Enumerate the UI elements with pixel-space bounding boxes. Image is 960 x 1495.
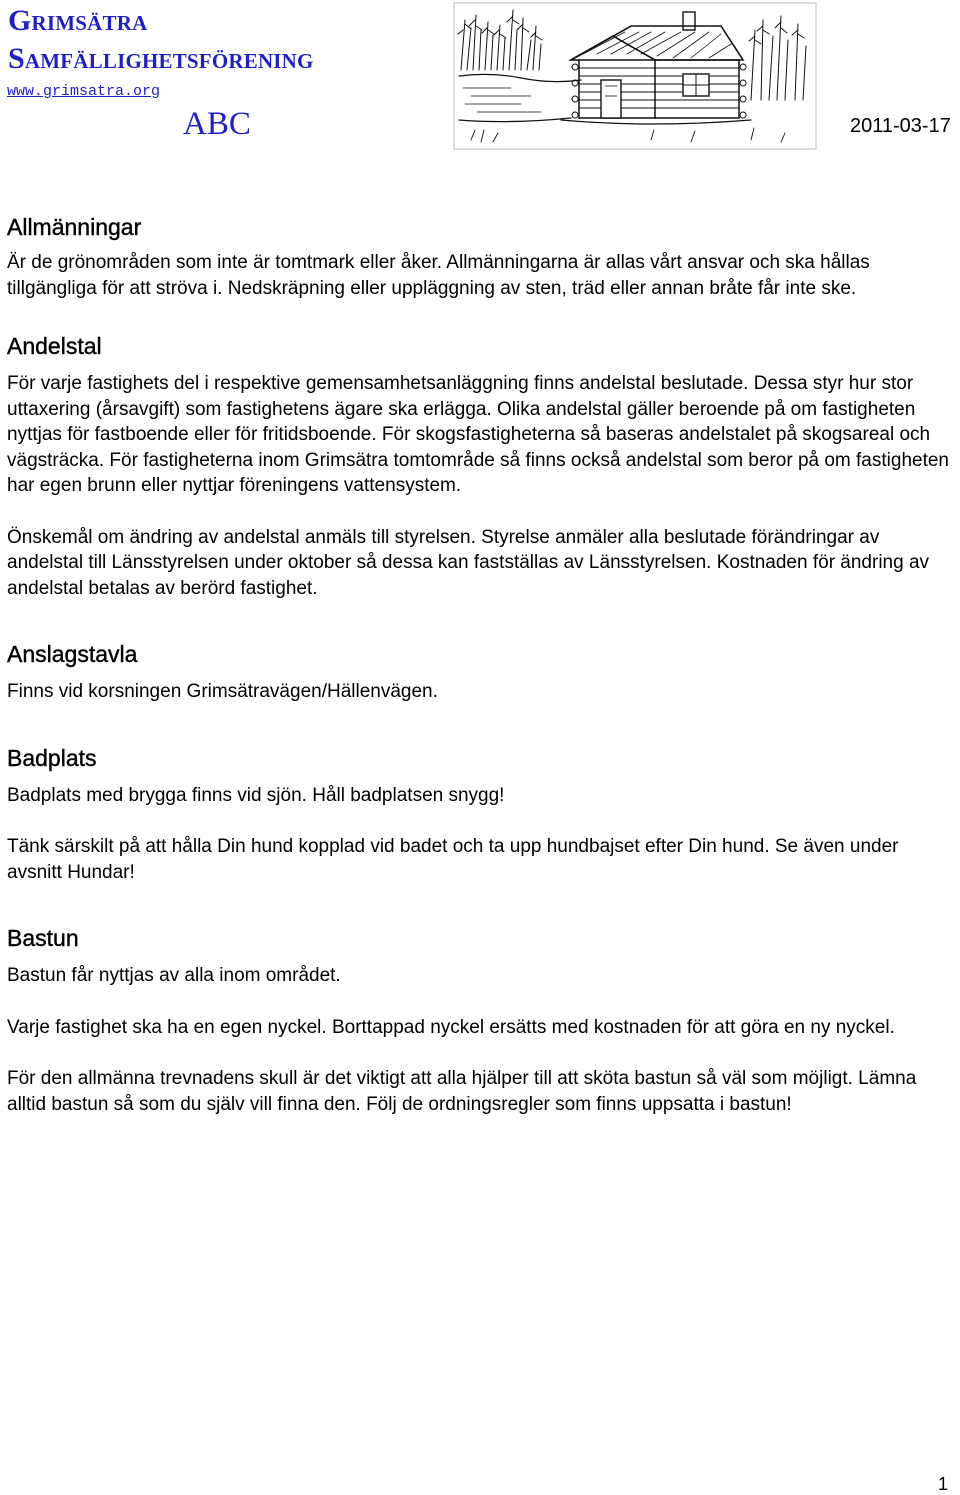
paragraph: Varje fastighet ska ha en egen nyckel. Borttappad nyckel ersätts med kostnaden för att göra en ny nyckel. xyxy=(7,1016,895,1038)
page-number: 1 xyxy=(938,1474,949,1494)
organization-name-line1: Grimsätra xyxy=(8,4,148,37)
website-link[interactable]: www.grimsatra.org xyxy=(7,83,161,100)
section-heading: Andelstal xyxy=(7,333,102,359)
paragraph: Finns vid korsningen Grimsätravägen/Hällenvägen. xyxy=(7,681,438,702)
paragraph: Badplats med brygga finns vid sjön. Håll badplatsen snygg! xyxy=(7,784,505,806)
paragraph: Är de grönområden som inte är tomtmark eller åker. Allmänningarna är allas vårt ansvar och ska hållas tillgängliga för att ströva i. Nedskräpning eller uppläggning av sten, träd eller annan bråte får inte ske. xyxy=(7,252,870,299)
organization-name xyxy=(8,2,314,78)
paragraph: För den allmänna trevnadens skull är det viktigt att alla hjälper till att sköta bastun så väl som möjligt. Lämna alltid bastun så som du själv vill finna den. Följ de ordningsregler som finns uppsatta i bastun! xyxy=(7,1068,917,1115)
document-date: 2011-03-17 xyxy=(850,115,951,137)
section-heading: Allmänningar xyxy=(7,214,142,240)
section-badplats xyxy=(7,741,952,886)
section-anslagstavla xyxy=(7,637,952,705)
paragraph: För varje fastighets del i respektive gemensamhetsanläggning finns andelstal beslutade. Dessa styr hur stor uttaxering (årsavgift) som fastighetens ägare ska erlägga. Olika andelstal gäller beroende på om fastigheten nyttjas för fastboende eller för fritidsboende. För skogsfastigheterna så baseras andelstalet på skogsareal och vägsträcka. För fastigheterna inom Grimsätra tomtområde så finns också andelstal som beror på om fastigheten har egen brunn eller nyttjar föreningens vattensystem. xyxy=(7,373,949,496)
paragraph: Bastun får nyttjas av alla inom området. xyxy=(7,965,341,986)
paragraph: Tänk särskilt på att hålla Din hund kopplad vid badet och ta upp hundbajset efter Din hund. Se även under avsnitt Hundar! xyxy=(7,836,899,883)
section-heading: Badplats xyxy=(7,744,97,771)
log-cabin-drawing-icon xyxy=(451,0,819,152)
section-heading: Anslagstavla xyxy=(7,641,138,667)
document-title: ABC xyxy=(183,106,251,142)
document-body xyxy=(7,210,952,1117)
organization-name-line2: Samfällighetsförening xyxy=(8,42,314,75)
section-andelstal xyxy=(7,329,952,601)
section-heading: Bastun xyxy=(7,925,79,951)
section-allmanningar xyxy=(7,210,952,301)
paragraph: Önskemål om ändring av andelstal anmäls till styrelsen. Styrelse anmäler alla beslutade förändringar av andelstal till Länsstyrelsen under oktober så dessa kan fastställas av Länsstyrelsen. Kostnaden för ändring av andelstal betalas av berörd fastighet. xyxy=(7,526,930,599)
section-bastun xyxy=(7,921,952,1117)
